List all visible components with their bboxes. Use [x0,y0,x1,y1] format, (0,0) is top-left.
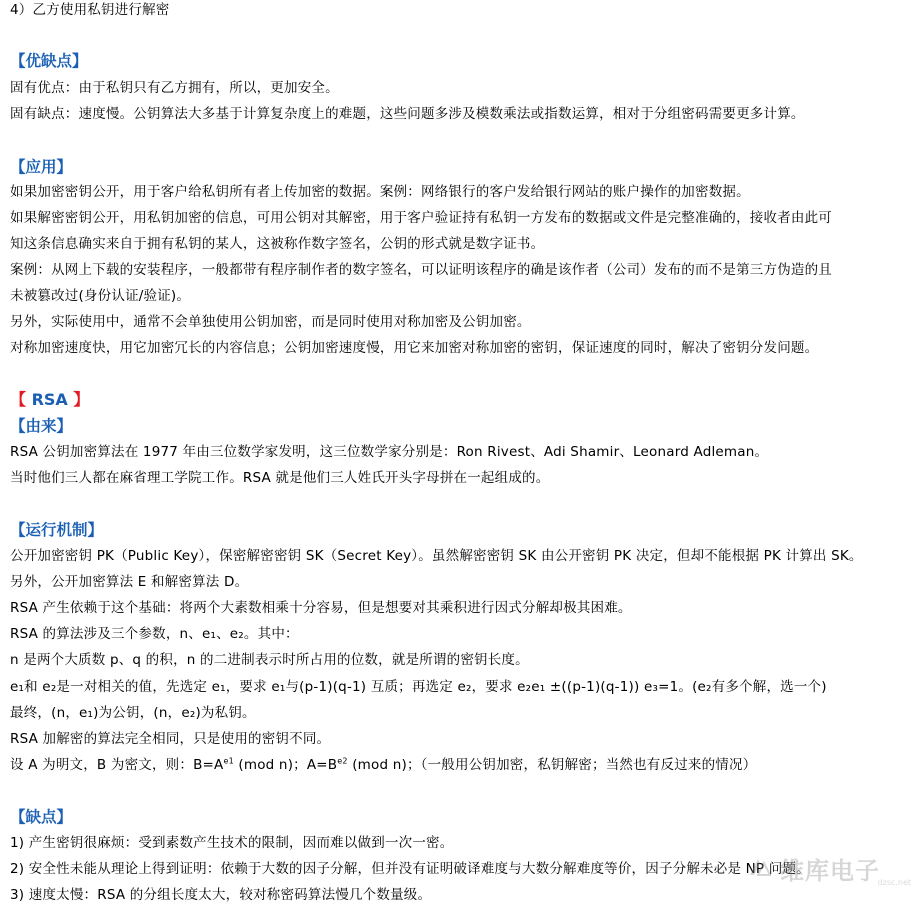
section-heading-mechanism: 【运行机制】 [10,521,104,539]
formula-exponent-e1: e1 [223,756,234,766]
formula-part-a: 设 A 为明文，B 为密文，则：B=A [10,757,224,773]
watermark-text: 维库电子 [780,857,880,885]
rsa-bracket-left: 【 [10,390,32,409]
section-heading-pros-cons: 【优缺点】 [10,52,88,70]
section-heading-origin: 【由来】 [10,417,73,435]
text-line-mech-2: 另外，公开加密算法 E 和解密算法 D。 [10,574,249,590]
text-line-mech-3: RSA 产生依赖于这个基础：将两个大素数相乘十分容易，但是想要对其乘积进行因式分解却极其困难。 [10,600,632,616]
section-heading-rsa [10,389,89,411]
formula-part-b: (mod n)；A=B [233,757,338,773]
text-line-origin-2: 当时他们三人都在麻省理工学院工作。RSA 就是他们三人姓氏开头字母拼在一起组成的。 [10,470,550,486]
text-line-app-3: 知这条信息确实来自于拥有私钥的某人，这被称作数字签名，公钥的形式就是数字证书。 [10,236,545,252]
formula-exponent-e2: e2 [337,756,348,766]
text-line-app-5: 未被篡改过(身份认证/验证)。 [10,288,191,304]
text-line-disadvantage: 固有缺点：速度慢。公钥算法大多基于计算复杂度上的难题，这些问题多涉及模数乘法或指数运算，相对于分组密码需要更多计算。 [10,106,805,122]
text-line-mech-4: RSA 的算法涉及三个参数，n、e₁、e₂。其中： [10,626,299,642]
text-line-step4: 4）乙方使用私钥进行解密 [10,2,170,18]
text-line-mech-9 [10,755,756,775]
text-line-cons-3: 3) 速度太慢：RSA 的分组长度太大，较对称密码算法慢几个数量级。 [10,887,432,903]
text-line-cons-2: 2) 安全性未能从理论上得到证明：依赖于大数的因子分解，但并没有证明破译难度与大数分解难度等价，因子分解未必是 NP 问题。 [10,861,810,877]
text-line-app-7: 对称加密速度快，用它加密冗长的内容信息；公钥加密速度慢，用它来加密对称加密的密钥，保证速度的同时，解决了密钥分发问题。 [10,340,819,356]
text-line-advantage: 固有优点：由于私钥只有乙方拥有，所以，更加安全。 [10,80,339,96]
rsa-bracket-right: 】 [67,390,90,409]
text-line-mech-6: e₁和 e₂是一对相关的值，先选定 e₁，要求 e₁与(p-1)(q-1) 互质；再选定 e₂，要求 e₂e₁ ±((p-1)(q-1)) e₃=1。(e₂有多个解，选一个) [10,679,827,695]
text-line-mech-1: 公开加密密钥 PK（Public Key），保密解密密钥 SK（Secret Key）。虽然解密密钥 SK 由公开密钥 PK 决定，但却不能根据 PK 计算出 SK。 [10,548,863,564]
rsa-heading-text: RSA [31,390,68,409]
formula-part-c: (mod n)；（一般用公钥加密，私钥解密；当然也有反过来的情况） [347,757,757,773]
section-heading-cons: 【缺点】 [10,808,73,826]
text-line-app-6: 另外，实际使用中，通常不会单独使用公钥加密，而是同时使用对称加密及公钥加密。 [10,314,531,330]
text-line-app-2: 如果解密密钥公开，用私钥加密的信息，可用公钥对其解密，用于客户验证持有私钥一方发布的数据或文件是完整准确的，接收者由此可 [10,210,832,226]
text-line-origin-1: RSA 公钥加密算法在 1977 年由三位数学家发明，这三位数学家分别是：Ron Rivest、Adi Shamir、Leonard Adleman。 [10,444,769,460]
text-line-mech-8: RSA 加解密的算法完全相同，只是使用的密钥不同。 [10,731,331,747]
text-line-cons-1: 1) 产生密钥很麻烦：受到素数产生技术的限制，因而难以做到一次一密。 [10,835,454,851]
text-line-app-1: 如果加密密钥公开，用于客户给私钥所有者上传加密的数据。案例：网络银行的客户发给银行网站的账户操作的加密数据。 [10,184,750,200]
text-line-mech-7: 最终，(n，e₁)为公钥，(n，e₂)为私钥。 [10,705,256,721]
text-line-mech-5: n 是两个大质数 p、q 的积，n 的二进制表示时所占用的位数，就是所谓的密钥长度。 [10,652,529,668]
watermark-subtext: dzsc.net [877,878,911,887]
section-heading-application: 【应用】 [10,158,73,176]
text-line-app-4: 案例：从网上下载的安装程序，一般都带有程序制作者的数字签名，可以证明该程序的确是该作者（公司）发布的而不是第三方伪造的且 [10,262,832,278]
